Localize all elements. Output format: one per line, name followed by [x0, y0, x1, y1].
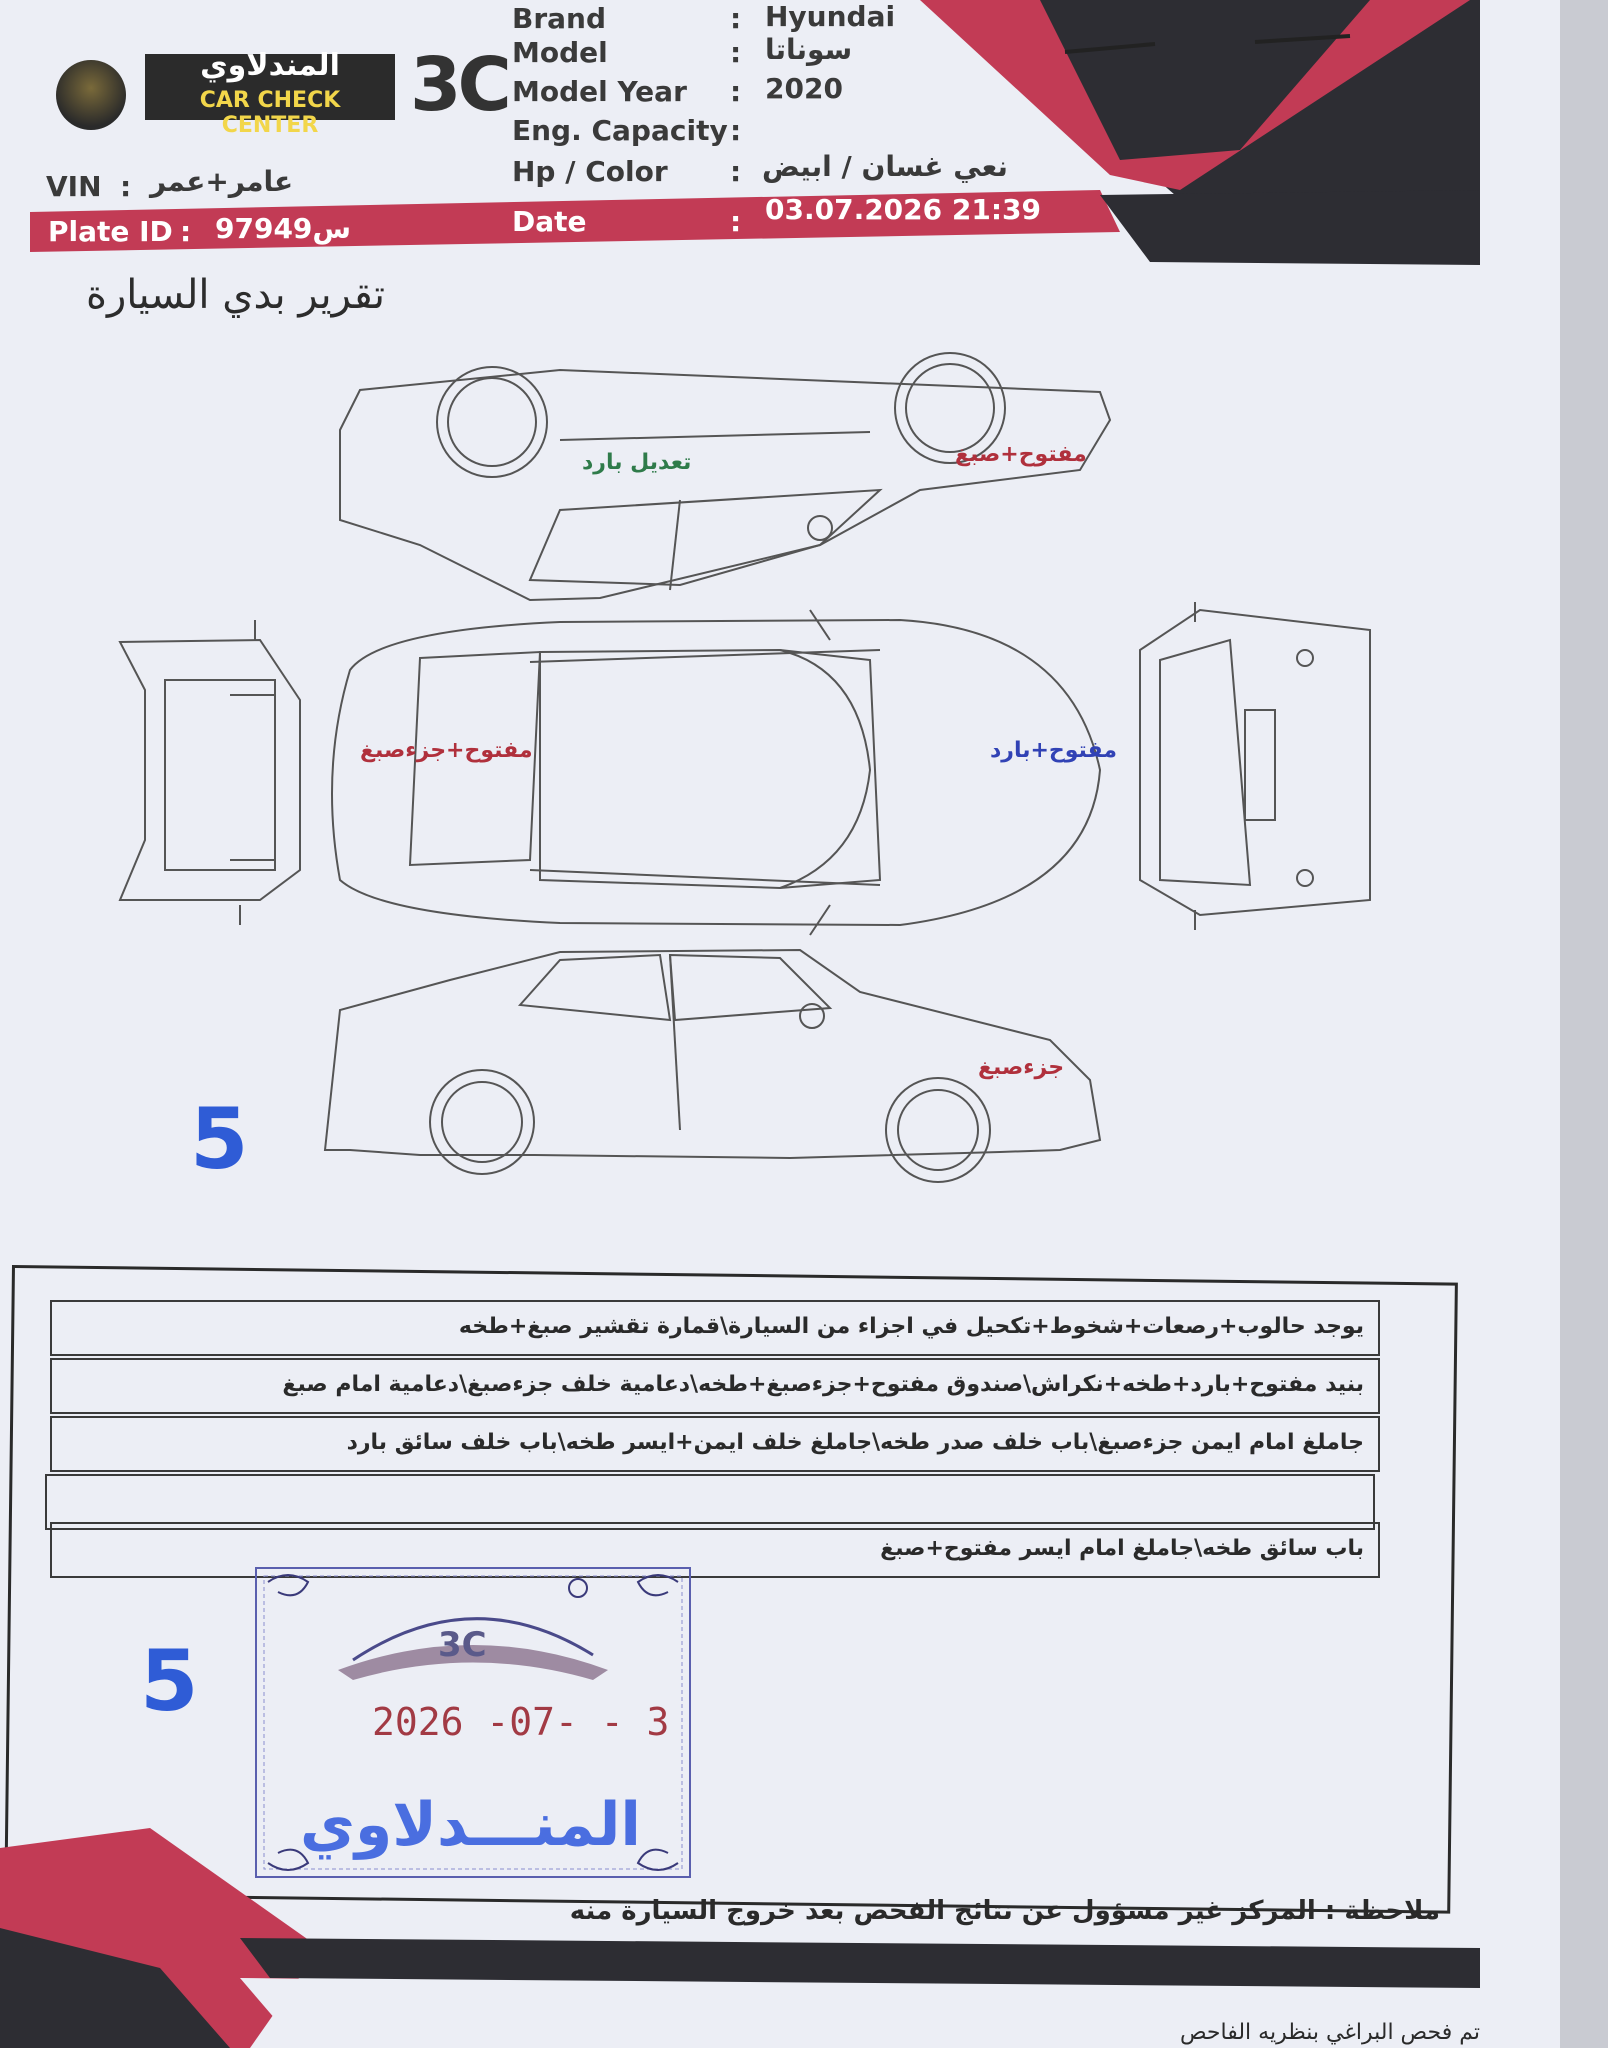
footer-note: تم فحص البراغي بنظريه الفاحص	[1179, 2020, 1480, 2045]
brand-value: Hyundai	[765, 0, 896, 33]
date-value: 03.07.2026 21:39	[765, 193, 1042, 226]
stamp-date: 2026 -07- - 3	[372, 1700, 670, 1744]
car-top-view	[332, 610, 1100, 935]
inspector-mark-lower: 5	[140, 1632, 199, 1730]
diagram-label-bottom-right: جزءصبغ	[978, 1055, 1065, 1080]
eng-capacity-label: Eng. Capacity	[512, 114, 728, 147]
car-side-view-upper	[340, 353, 1110, 600]
logo-emblem-icon	[56, 60, 126, 130]
note-row: بنيد مفتوح+بارد+طخه+نكراش\صندوق مفتوح+جزءصبغ+طخه\دعامية خلف جزءصبغ\دعامية امام صبغ	[50, 1358, 1380, 1414]
note-row: جاملغ امام ايمن جزءصبغ\باب خلف صدر طخه\جاملغ خلف ايمن+ايسر طخه\باب خلف سائق بارد	[50, 1416, 1380, 1472]
logo-3c: 3C	[410, 42, 508, 128]
plate-id-value: س97949	[215, 212, 352, 245]
car-rear-view	[120, 620, 300, 925]
colon: :	[730, 155, 742, 188]
diagram-label-middle-left: مفتوح+جزءصبغ	[360, 738, 533, 763]
colon: :	[120, 170, 132, 203]
date-label: Date	[512, 205, 587, 238]
plate-id-label: Plate ID	[48, 215, 173, 248]
disclaimer-note: ملاحظة : المركز غير مسؤول عن نتائج الفحص بعد خروج السيارة منه	[569, 1896, 1440, 1926]
vin-value: عامر+عمر	[150, 165, 294, 198]
hp-color-value: نعي غسان / ابيض	[762, 150, 1008, 183]
colon: :	[180, 215, 192, 248]
logo-arabic-name: المندلاوي	[200, 48, 340, 83]
colon: :	[730, 205, 742, 238]
colon: :	[730, 114, 742, 147]
brand-label: Brand	[512, 2, 607, 35]
vin-label: VIN	[46, 170, 102, 203]
model-label: Model	[512, 36, 608, 69]
footer-decoration	[0, 1828, 1560, 2048]
logo-english-name: CAR CHECK CENTER	[199, 88, 341, 138]
page-title: تقرير بدي السيارة	[86, 272, 386, 318]
hp-color-label: Hp / Color	[512, 155, 668, 188]
colon: :	[730, 2, 742, 35]
model-year-label: Model Year	[512, 75, 687, 108]
inspector-mark-upper: 5	[190, 1090, 249, 1188]
colon: :	[730, 75, 742, 108]
diagram-label-top-right: مفتوح+صبغ	[955, 442, 1087, 467]
stamp-logo: 3C	[438, 1625, 487, 1665]
note-row: يوجد حالوب+رصعات+شخوط+تكحيل في اجزاء من السيارة\قمارة تقشير صبغ+طخه	[50, 1300, 1380, 1356]
car-front-view	[1140, 602, 1370, 930]
stamp-name: المنـــدلاوي	[300, 1790, 641, 1860]
note-row: باب سائق طخه\جاملغ امام ايسر مفتوح+صبغ	[50, 1522, 1380, 1578]
diagram-label-middle-right: مفتوح+بارد	[990, 738, 1117, 763]
diagram-label-top-left: تعديل بارد	[582, 450, 692, 475]
colon: :	[730, 36, 742, 69]
page-edge	[1560, 0, 1608, 2048]
model-value: سوناتا	[765, 33, 853, 66]
model-year-value: 2020	[765, 72, 843, 105]
